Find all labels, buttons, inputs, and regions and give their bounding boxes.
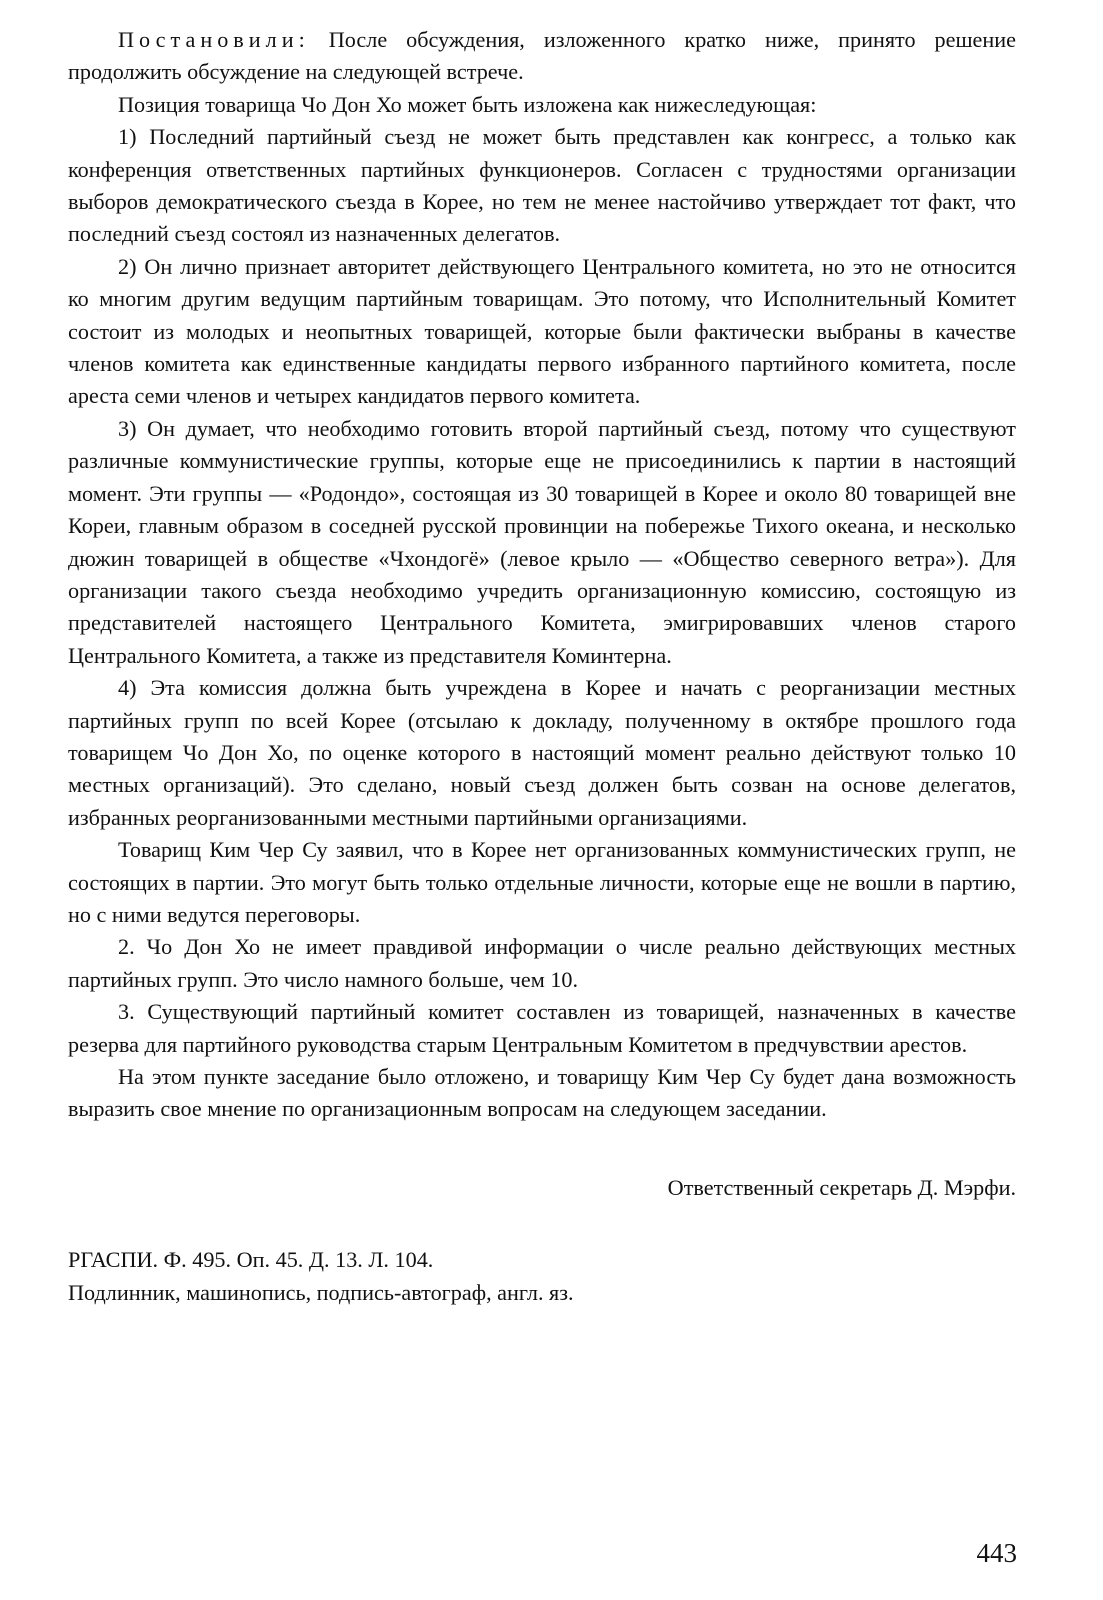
archive-block [68,1244,1016,1309]
kim-point-3-paragraph: 3. Существующий партийный комитет составлен из товарищей, назначенных в качестве резерва для партийного руководства старым Центральным Комитетом в предчувствии арестов. [68,999,1016,1057]
archive-reference: РГАСПИ. Ф. 495. Оп. 45. Д. 13. Л. 104. [68,1247,434,1273]
archive-note: Подлинник, машинопись, подпись-автограф, англ. яз. [68,1279,574,1305]
point-3-paragraph: 3) Он думает, что необходимо готовить второй партийный съезд, потому что существуют различные коммунистические группы, которые еще не присоединились к партии в настоящий момент. Эти группы — «Родондо», состоящая из 30 товарищей в Корее и около 80 товарищей вне Кореи, главным образом в соседней русской провинции на побережье Тихого океана, и несколько дюжин товарищей в обществе «Чхондогё» (левое крыло — «Общество северного ветра»). Для организации такого съезда необходимо учредить организационную комиссию, состоящую из представителей настоящего Центрального Комитета, эмигрировавших членов старого Центрального Комитета, а также из представителя Коминтерна. [68,415,1016,668]
closing-paragraph: На этом пункте заседание было отложено, и товарищу Ким Чер Су будет дана возможность выразить свое мнение по организационным вопросам на следующем заседании. [68,1064,1016,1122]
position-intro-paragraph: Позиция товарища Чо Дон Хо может быть изложена как нижеследующая: [118,91,817,117]
resolution-paragraph [68,24,1016,89]
point-4-paragraph: 4) Эта комиссия должна быть учреждена в Корее и начать с реорганизации местных партийных групп по всей Корее (отсылаю к докладу, полученному в октябре прошлого года товарищем Чо Дон Хо, по оценке которого в настоящий момент реально действуют только 10 местных организаций). Это сделано, новый съезд должен быть созван на основе делегатов, избранных реорганизованными местными партийными организациями. [68,675,1016,830]
document-page [68,24,1016,1309]
page-number: 443 [976,1538,1017,1568]
kim-point-2-paragraph: 2. Чо Дон Хо не имеет правдивой информации о числе реально действующих местных партийных групп. Это число намного больше, чем 10. [68,934,1016,992]
signature-line: Ответственный секретарь Д. Мэрфи. [667,1174,1016,1200]
kim-statement-paragraph: Товарищ Ким Чер Су заявил, что в Корее нет организованных коммунистических групп, не состоящих в партии. Это могут быть только отдельные личности, которые еще не вошли в партию, но с ними ведутся переговоры. [68,837,1016,927]
point-1-paragraph: 1) Последний партийный съезд не может быть представлен как конгресс, а только как конференция ответственных партийных функционеров. Согласен с трудностями организации выборов демократического съезда в Корее, но тем не менее настойчиво утверждает тот факт, что последний съезд состоял из назначенных делегатов. [68,124,1016,247]
point-2-paragraph: 2) Он лично признает авторитет действующего Центрального комитета, но это не относится ко многим другим ведущим партийным товарищам. Это потому, что Исполнительный Комитет состоит из молодых и неопытных товарищей, которые были фактически выбраны в качестве членов комитета как единственные кандидаты первого избранного партийного комитета, после ареста семи членов и четырех кандидатов первого комитета. [68,253,1016,409]
resolution-lead: Постановили: [118,27,310,52]
resolution-text: После обсуждения, изложенного кратко ниже, принято решение продолжить обсуждение на следующей встрече. [68,27,1016,85]
